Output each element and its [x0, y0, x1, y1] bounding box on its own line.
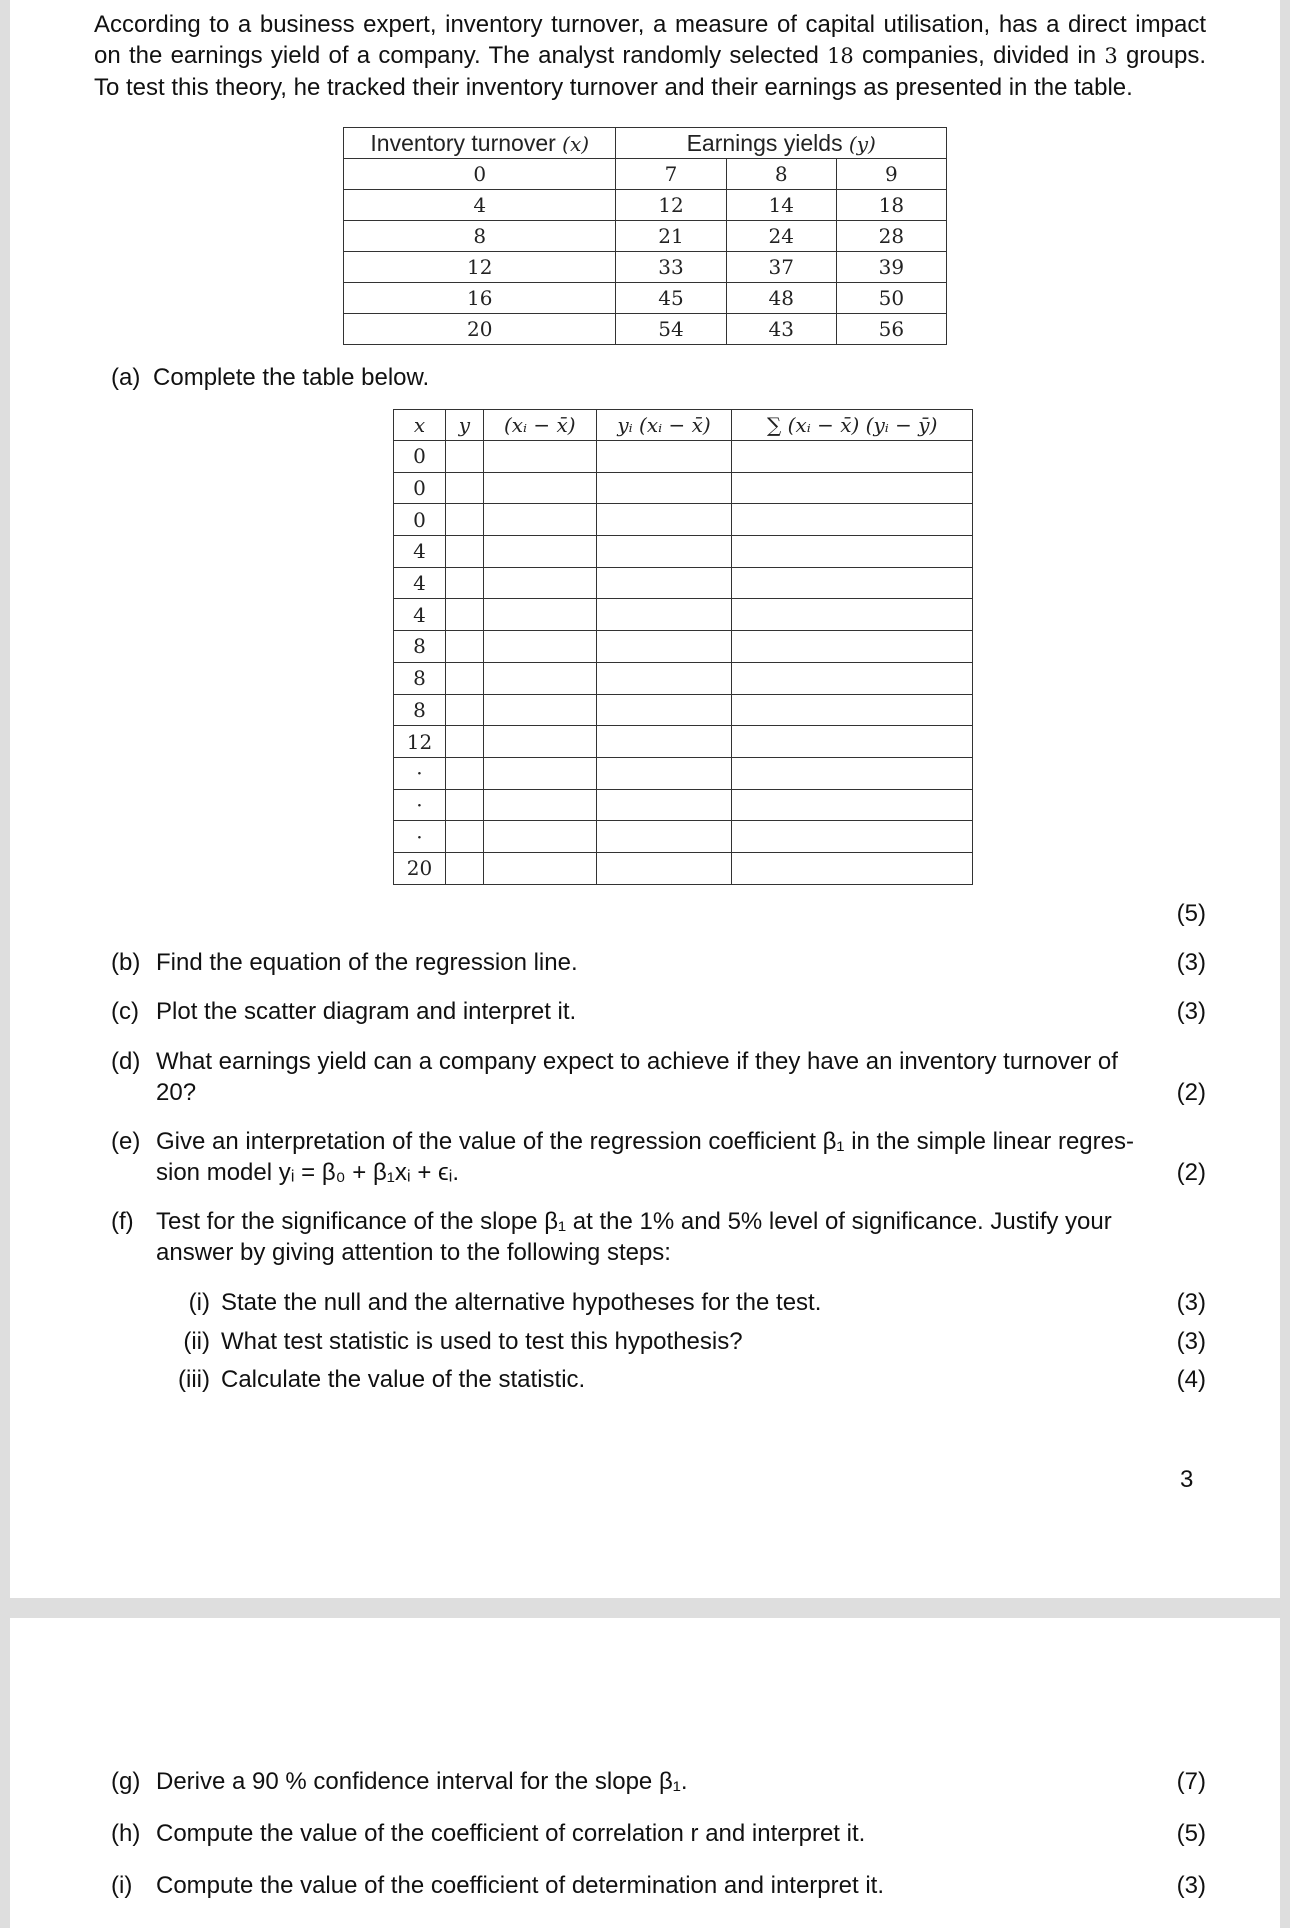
data-table-header-row — [344, 128, 947, 159]
work-cell-x: · — [394, 821, 446, 853]
work-cell-blank[interactable] — [445, 472, 483, 504]
question-text: Compute the value of the coefficient of correlation r and interpret it. — [156, 1820, 866, 1847]
work-cell-blank[interactable] — [483, 599, 596, 631]
work-cell-blank[interactable] — [445, 504, 483, 536]
question-text: What earnings yield can a company expect to achieve if they have an inventory turnover of — [156, 1048, 1118, 1075]
data-cell-x: 0 — [344, 159, 616, 190]
work-table-body — [394, 441, 973, 885]
x-header-cell — [344, 128, 616, 159]
work-cell-blank[interactable] — [483, 757, 596, 789]
work-table-row — [394, 567, 973, 599]
work-cell-x: 8 — [394, 662, 446, 694]
sub-question-label: (ii) — [183, 1328, 210, 1355]
question-label: (i) — [111, 1872, 133, 1899]
work-header-x: x — [394, 410, 446, 441]
work-cell-blank[interactable] — [732, 694, 973, 726]
question-label: (g) — [111, 1768, 141, 1795]
question-marks: (3) — [1176, 1872, 1206, 1899]
work-cell-blank[interactable] — [732, 662, 973, 694]
work-cell-blank[interactable] — [732, 726, 973, 758]
part-a-question — [111, 362, 429, 393]
question-text-continued: 20? — [156, 1079, 197, 1106]
data-cell-y1: 7 — [616, 159, 726, 190]
work-cell-blank[interactable] — [445, 567, 483, 599]
work-cell-x: · — [394, 757, 446, 789]
work-cell-blank[interactable] — [483, 789, 596, 821]
work-cell-blank[interactable] — [732, 631, 973, 663]
data-cell-y2: 43 — [726, 314, 836, 345]
work-cell-blank[interactable] — [596, 599, 732, 631]
work-table-row — [394, 662, 973, 694]
work-cell-blank[interactable] — [732, 504, 973, 536]
question-text: Derive a 90 % confidence interval for the slope β₁. — [156, 1768, 688, 1795]
work-cell-blank[interactable] — [732, 536, 973, 568]
page-2 — [10, 1618, 1280, 1928]
question-text: Test for the significance of the slope β₁ at the 1% and 5% level of significance. Justify your — [156, 1208, 1112, 1235]
work-cell-x: 4 — [394, 536, 446, 568]
work-cell-blank[interactable] — [483, 726, 596, 758]
sub-question-text: State the null and the alternative hypotheses for the test. — [221, 1289, 822, 1316]
data-cell-y3: 18 — [836, 190, 946, 221]
sub-question-marks: (3) — [1176, 1328, 1206, 1355]
work-cell-blank[interactable] — [732, 852, 973, 884]
work-cell-blank[interactable] — [445, 631, 483, 663]
data-table-row — [344, 314, 947, 345]
work-cell-blank[interactable] — [483, 567, 596, 599]
data-cell-y1: 12 — [616, 190, 726, 221]
data-cell-y2: 24 — [726, 221, 836, 252]
question-text: Plot the scatter diagram and interpret it. — [156, 998, 577, 1025]
question-label: (e) — [111, 1128, 141, 1155]
data-cell-y1: 33 — [616, 252, 726, 283]
work-cell-blank[interactable] — [732, 821, 973, 853]
work-cell-blank[interactable] — [732, 789, 973, 821]
work-cell-x: 0 — [394, 441, 446, 473]
work-cell-blank[interactable] — [596, 726, 732, 758]
work-cell-blank[interactable] — [445, 694, 483, 726]
work-cell-x: 4 — [394, 567, 446, 599]
data-cell-x: 12 — [344, 252, 616, 283]
work-table-row — [394, 599, 973, 631]
work-cell-x: · — [394, 789, 446, 821]
data-cell-y3: 39 — [836, 252, 946, 283]
work-cell-blank[interactable] — [483, 441, 596, 473]
work-header-y: y — [445, 410, 483, 441]
work-cell-blank[interactable] — [483, 662, 596, 694]
work-cell-x: 8 — [394, 694, 446, 726]
work-cell-blank[interactable] — [445, 757, 483, 789]
work-cell-blank[interactable] — [483, 472, 596, 504]
work-cell-blank[interactable] — [596, 694, 732, 726]
work-cell-blank[interactable] — [596, 757, 732, 789]
work-cell-blank[interactable] — [445, 536, 483, 568]
data-cell-x: 8 — [344, 221, 616, 252]
work-cell-blank[interactable] — [596, 536, 732, 568]
work-cell-blank[interactable] — [445, 662, 483, 694]
work-cell-blank[interactable] — [732, 567, 973, 599]
data-cell-y3: 28 — [836, 221, 946, 252]
work-table-row — [394, 536, 973, 568]
work-cell-blank[interactable] — [483, 694, 596, 726]
y-header-cell — [616, 128, 947, 159]
work-cell-blank[interactable] — [596, 662, 732, 694]
question-marks: (2) — [1176, 1159, 1206, 1186]
data-cell-y2: 8 — [726, 159, 836, 190]
work-table — [393, 409, 973, 885]
data-cell-y2: 14 — [726, 190, 836, 221]
work-table-row — [394, 789, 973, 821]
data-cell-x: 20 — [344, 314, 616, 345]
y-header: Earnings yields — [686, 129, 843, 156]
work-cell-blank[interactable] — [596, 472, 732, 504]
part-a-text: Complete the table below. — [153, 364, 430, 391]
work-cell-x: 4 — [394, 599, 446, 631]
work-cell-blank[interactable] — [483, 821, 596, 853]
work-cell-blank[interactable] — [483, 504, 596, 536]
work-cell-blank[interactable] — [732, 441, 973, 473]
work-table-row — [394, 441, 973, 473]
work-table-row — [394, 726, 973, 758]
work-header-dev: (xᵢ − x̄) — [483, 410, 596, 441]
question-marks: (3) — [1176, 998, 1206, 1025]
data-cell-x: 4 — [344, 190, 616, 221]
question-marks: (2) — [1176, 1079, 1206, 1106]
work-cell-blank[interactable] — [596, 821, 732, 853]
work-cell-x: 12 — [394, 726, 446, 758]
work-cell-x: 0 — [394, 472, 446, 504]
question-marks: (7) — [1176, 1768, 1206, 1795]
data-table-body — [344, 159, 947, 345]
y-symbol: (y) — [848, 131, 876, 156]
work-cell-blank[interactable] — [483, 536, 596, 568]
intro-text-b: companies, divided in — [853, 42, 1105, 69]
intro-text-a: According to a business expert, inventory turnover, a measure of capital utilisation, has a direct impact on the earnings yield of a company. The analyst randomly selected — [94, 11, 1206, 69]
data-cell-y2: 48 — [726, 283, 836, 314]
work-cell-blank[interactable] — [596, 441, 732, 473]
data-cell-y1: 45 — [616, 283, 726, 314]
data-table — [343, 127, 947, 345]
work-cell-blank[interactable] — [483, 852, 596, 884]
sub-question-label: (iii) — [178, 1366, 210, 1393]
intro-n-companies: 18 — [827, 44, 854, 68]
sub-question-text: Calculate the value of the statistic. — [221, 1366, 586, 1393]
work-table-row — [394, 757, 973, 789]
work-cell-blank[interactable] — [445, 599, 483, 631]
data-table-row — [344, 190, 947, 221]
part-a-label: (a) — [111, 364, 141, 391]
data-cell-y1: 54 — [616, 314, 726, 345]
part-a-marks: (5) — [1176, 900, 1206, 927]
work-cell-blank[interactable] — [596, 789, 732, 821]
work-cell-blank[interactable] — [732, 599, 973, 631]
x-symbol: (x) — [562, 131, 590, 156]
work-table-row — [394, 631, 973, 663]
data-cell-y3: 9 — [836, 159, 946, 190]
page-number: 3 — [1180, 1466, 1194, 1493]
sub-question-text: What test statistic is used to test this hypothesis? — [221, 1328, 743, 1355]
work-cell-blank[interactable] — [596, 631, 732, 663]
data-cell-y3: 50 — [836, 283, 946, 314]
work-header-sum: ∑ (xᵢ − x̄) (yᵢ − ȳ) — [732, 410, 973, 441]
question-text: Find the equation of the regression line. — [156, 949, 578, 976]
work-table-header-row — [394, 410, 973, 441]
work-cell-x: 20 — [394, 852, 446, 884]
sub-question-label: (i) — [188, 1289, 210, 1316]
work-cell-blank[interactable] — [445, 821, 483, 853]
work-table-row — [394, 821, 973, 853]
work-cell-blank[interactable] — [445, 441, 483, 473]
data-table-row — [344, 252, 947, 283]
work-cell-blank[interactable] — [483, 631, 596, 663]
question-label: (f) — [111, 1208, 134, 1235]
data-table-row — [344, 221, 947, 252]
work-cell-x: 8 — [394, 631, 446, 663]
work-cell-blank[interactable] — [445, 726, 483, 758]
work-cell-blank[interactable] — [596, 504, 732, 536]
data-cell-x: 16 — [344, 283, 616, 314]
work-cell-blank[interactable] — [445, 852, 483, 884]
data-cell-y3: 56 — [836, 314, 946, 345]
sub-question-marks: (3) — [1176, 1289, 1206, 1316]
work-cell-blank[interactable] — [596, 852, 732, 884]
question-label: (b) — [111, 949, 141, 976]
work-table-row — [394, 472, 973, 504]
sub-question-marks: (4) — [1176, 1366, 1206, 1393]
data-cell-y2: 37 — [726, 252, 836, 283]
data-table-row — [344, 159, 947, 190]
work-cell-x: 0 — [394, 504, 446, 536]
question-text-continued: answer by giving attention to the following steps: — [156, 1239, 671, 1266]
question-label: (c) — [111, 998, 139, 1025]
question-text-continued: sion model yᵢ = β₀ + β₁xᵢ + ϵᵢ. — [156, 1159, 460, 1186]
work-cell-blank[interactable] — [732, 472, 973, 504]
work-table-row — [394, 694, 973, 726]
work-cell-blank[interactable] — [445, 789, 483, 821]
intro-text-c: groups. To test this theory, he tracked their inventory turnover and their earnings as presented in the table. — [94, 42, 1206, 101]
question-label: (h) — [111, 1820, 141, 1847]
intro-n-groups: 3 — [1104, 44, 1118, 68]
work-cell-blank[interactable] — [732, 757, 973, 789]
question-marks: (5) — [1176, 1820, 1206, 1847]
data-table-row — [344, 283, 947, 314]
question-text: Give an interpretation of the value of the regression coefficient β₁ in the simple linear regres- — [156, 1128, 1134, 1155]
work-header-ydev: yᵢ (xᵢ − x̄) — [596, 410, 732, 441]
work-table-row — [394, 852, 973, 884]
data-cell-y1: 21 — [616, 221, 726, 252]
work-cell-blank[interactable] — [596, 567, 732, 599]
x-header: Inventory turnover — [370, 129, 556, 156]
page-1 — [10, 0, 1280, 1598]
question-text: Compute the value of the coefficient of determination and interpret it. — [156, 1872, 884, 1899]
intro-paragraph — [94, 9, 1206, 103]
question-marks: (3) — [1176, 949, 1206, 976]
question-label: (d) — [111, 1048, 141, 1075]
work-table-row — [394, 504, 973, 536]
